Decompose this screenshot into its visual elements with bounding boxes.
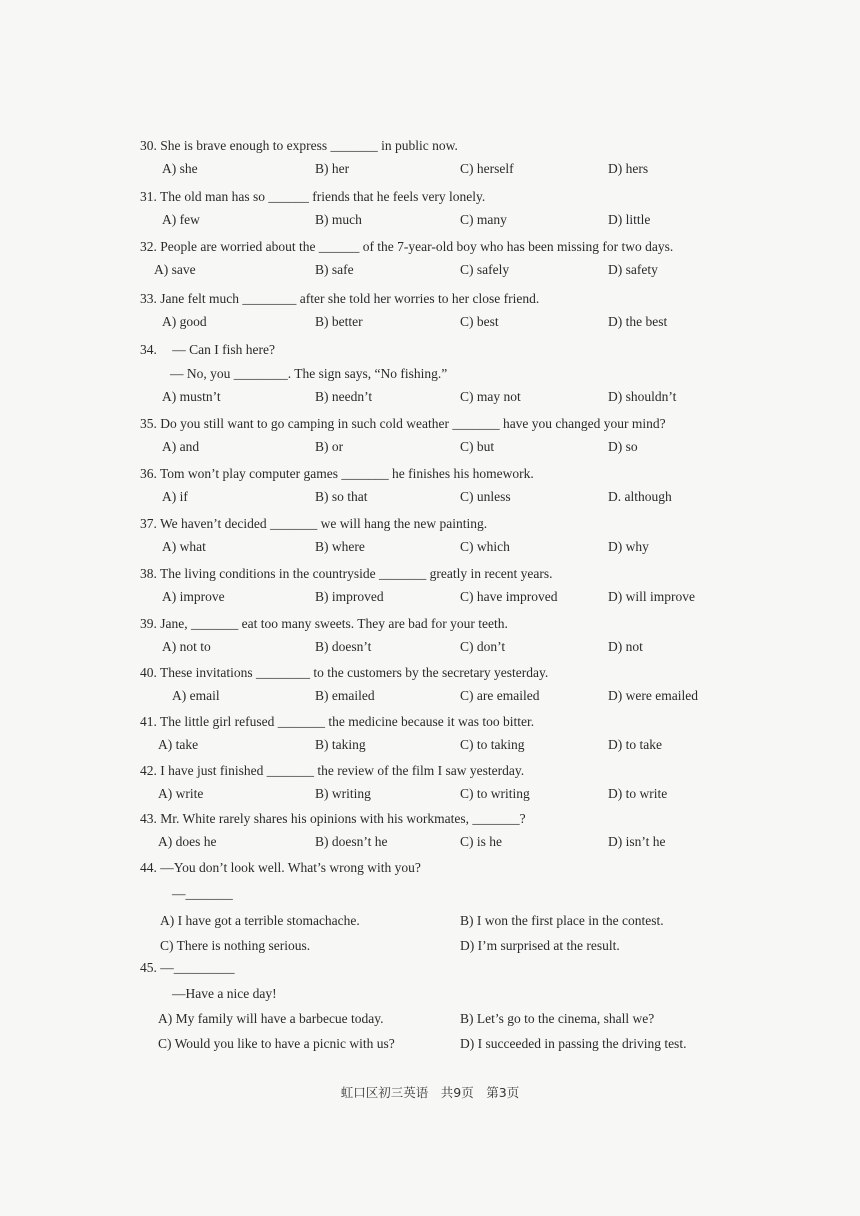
- option-c: C) many: [460, 212, 507, 227]
- option-d: D) to write: [608, 786, 668, 801]
- option-d: D) were emailed: [608, 688, 698, 703]
- question-42: [140, 761, 740, 808]
- option-d: D. although: [608, 489, 672, 504]
- question-40: [140, 663, 740, 710]
- option-a: A) not to: [162, 639, 211, 654]
- option-d: D) shouldn’t: [608, 389, 677, 404]
- option-b: B) emailed: [315, 688, 375, 703]
- option-a: A) I have got a terrible stomachache.: [160, 913, 360, 928]
- options-row: [140, 938, 740, 960]
- option-c: C) herself: [460, 161, 514, 176]
- option-c: C) safely: [460, 262, 510, 277]
- question-stem: 41. The little girl refused _______ the medicine because it was too bitter.: [140, 714, 535, 729]
- question-stem: 45. —_________: [140, 960, 235, 975]
- options-row: [140, 439, 740, 461]
- option-d: D) I’m surprised at the result.: [460, 938, 620, 953]
- option-c: C) Would you like to have a picnic with us?: [158, 1036, 395, 1051]
- dialogue-line: —_______: [172, 886, 233, 901]
- question-30: [140, 136, 740, 183]
- question-stem: 32. People are worried about the ______ of the 7-year-old boy who has been missing for two days.: [140, 239, 674, 254]
- option-b: B) so that: [315, 489, 368, 504]
- option-d: D) safety: [608, 262, 658, 277]
- question-44: [140, 858, 740, 960]
- option-c: C) to writing: [460, 786, 530, 801]
- option-a: A) improve: [162, 589, 225, 604]
- option-a: A) she: [162, 161, 198, 176]
- question-39: [140, 614, 740, 661]
- option-d: D) to take: [608, 737, 662, 752]
- option-b: B) or: [315, 439, 344, 454]
- question-stem: 39. Jane, _______ eat too many sweets. They are bad for your teeth.: [140, 616, 508, 631]
- question-stem: 35. Do you still want to go camping in such cold weather _______ have you changed your mind?: [140, 416, 666, 431]
- question-stem: 42. I have just finished _______ the review of the film I saw yesterday.: [140, 763, 525, 778]
- question-33: [140, 289, 740, 336]
- options-row: [140, 489, 740, 511]
- options-row: [140, 834, 740, 856]
- option-b: B) much: [315, 212, 362, 227]
- options-row: [140, 786, 740, 808]
- option-c: C) but: [460, 439, 495, 454]
- question-stem: 30. She is brave enough to express _______ in public now.: [140, 138, 458, 153]
- option-b: B) doesn’t he: [315, 834, 388, 849]
- option-d: D) so: [608, 439, 638, 454]
- option-a: A) and: [162, 439, 200, 454]
- option-a: A) mustn’t: [162, 389, 221, 404]
- question-32: [140, 237, 740, 284]
- options-row: [140, 314, 740, 336]
- option-c: C) don’t: [460, 639, 506, 654]
- options-row: [140, 737, 740, 759]
- options-row: [140, 212, 740, 234]
- options-row: [140, 539, 740, 561]
- options-row: [140, 1036, 740, 1058]
- dialogue-line: — No, you ________. The sign says, “No fishing.”: [170, 366, 448, 381]
- question-stem: 33. Jane felt much ________ after she told her worries to her close friend.: [140, 291, 540, 306]
- option-b: B) writing: [315, 786, 371, 801]
- option-d: D) isn’t he: [608, 834, 666, 849]
- option-c: C) There is nothing serious.: [160, 938, 311, 953]
- option-d: D) little: [608, 212, 651, 227]
- option-d: D) the best: [608, 314, 668, 329]
- option-c: C) unless: [460, 489, 511, 504]
- option-b: B) I won the first place in the contest.: [460, 913, 664, 928]
- question-35: [140, 414, 740, 461]
- option-c: C) best: [460, 314, 499, 329]
- options-row: [140, 639, 740, 661]
- question-stem: 36. Tom won’t play computer games _______ he finishes his homework.: [140, 466, 534, 481]
- options-row: [140, 262, 740, 284]
- option-a: A) email: [172, 688, 220, 703]
- option-a: A) save: [154, 262, 196, 277]
- question-38: [140, 564, 740, 611]
- option-d: D) hers: [608, 161, 649, 176]
- option-b: B) safe: [315, 262, 354, 277]
- option-c: C) which: [460, 539, 510, 554]
- options-row: [140, 589, 740, 611]
- option-b: B) better: [315, 314, 363, 329]
- question-43: [140, 809, 740, 856]
- question-37: [140, 514, 740, 561]
- option-b: B) her: [315, 161, 350, 176]
- options-row: [140, 913, 740, 935]
- option-a: A) if: [162, 489, 188, 504]
- question-stem: 43. Mr. White rarely shares his opinions with his workmates, _______?: [140, 811, 526, 826]
- option-b: B) taking: [315, 737, 366, 752]
- question-stem: 44. —You don’t look well. What’s wrong with you?: [140, 860, 421, 875]
- question-45: [140, 958, 740, 1058]
- question-31: [140, 187, 740, 234]
- option-b: B) Let’s go to the cinema, shall we?: [460, 1011, 655, 1026]
- question-41: [140, 712, 740, 759]
- options-row: [140, 161, 740, 183]
- option-a: A) good: [162, 314, 207, 329]
- option-a: A) write: [158, 786, 204, 801]
- options-row: [140, 688, 740, 710]
- option-d: D) why: [608, 539, 649, 554]
- options-row: [140, 389, 740, 411]
- option-a: A) few: [162, 212, 200, 227]
- option-c: C) have improved: [460, 589, 558, 604]
- question-stem: 40. These invitations ________ to the customers by the secretary yesterday.: [140, 665, 549, 680]
- option-b: B) needn’t: [315, 389, 373, 404]
- option-c: C) to taking: [460, 737, 525, 752]
- option-d: D) not: [608, 639, 643, 654]
- option-c: C) is he: [460, 834, 502, 849]
- option-a: A) take: [158, 737, 199, 752]
- option-b: B) doesn’t: [315, 639, 372, 654]
- dialogue-line: — Can I fish here?: [172, 342, 275, 357]
- options-row: [140, 1011, 740, 1033]
- dialogue-line: —Have a nice day!: [172, 986, 277, 1001]
- question-stem: 37. We haven’t decided _______ we will hang the new painting.: [140, 516, 488, 531]
- question-34: [140, 340, 740, 411]
- question-stem: 31. The old man has so ______ friends that he feels very lonely.: [140, 189, 486, 204]
- option-b: B) where: [315, 539, 365, 554]
- page-footer: 虹口区初三英语 共9页 第3页: [340, 1085, 520, 1100]
- option-c: C) are emailed: [460, 688, 540, 703]
- question-stem: [140, 340, 740, 360]
- question-36: [140, 464, 740, 511]
- option-a: A) does he: [158, 834, 217, 849]
- question-stem: 38. The living conditions in the countryside _______ greatly in recent years.: [140, 566, 553, 581]
- option-d: D) I succeeded in passing the driving test.: [460, 1036, 687, 1051]
- option-a: A) My family will have a barbecue today.: [158, 1011, 384, 1026]
- option-d: D) will improve: [608, 589, 695, 604]
- option-b: B) improved: [315, 589, 384, 604]
- option-a: A) what: [162, 539, 206, 554]
- option-c: C) may not: [460, 389, 521, 404]
- question-number: 34.: [140, 342, 157, 357]
